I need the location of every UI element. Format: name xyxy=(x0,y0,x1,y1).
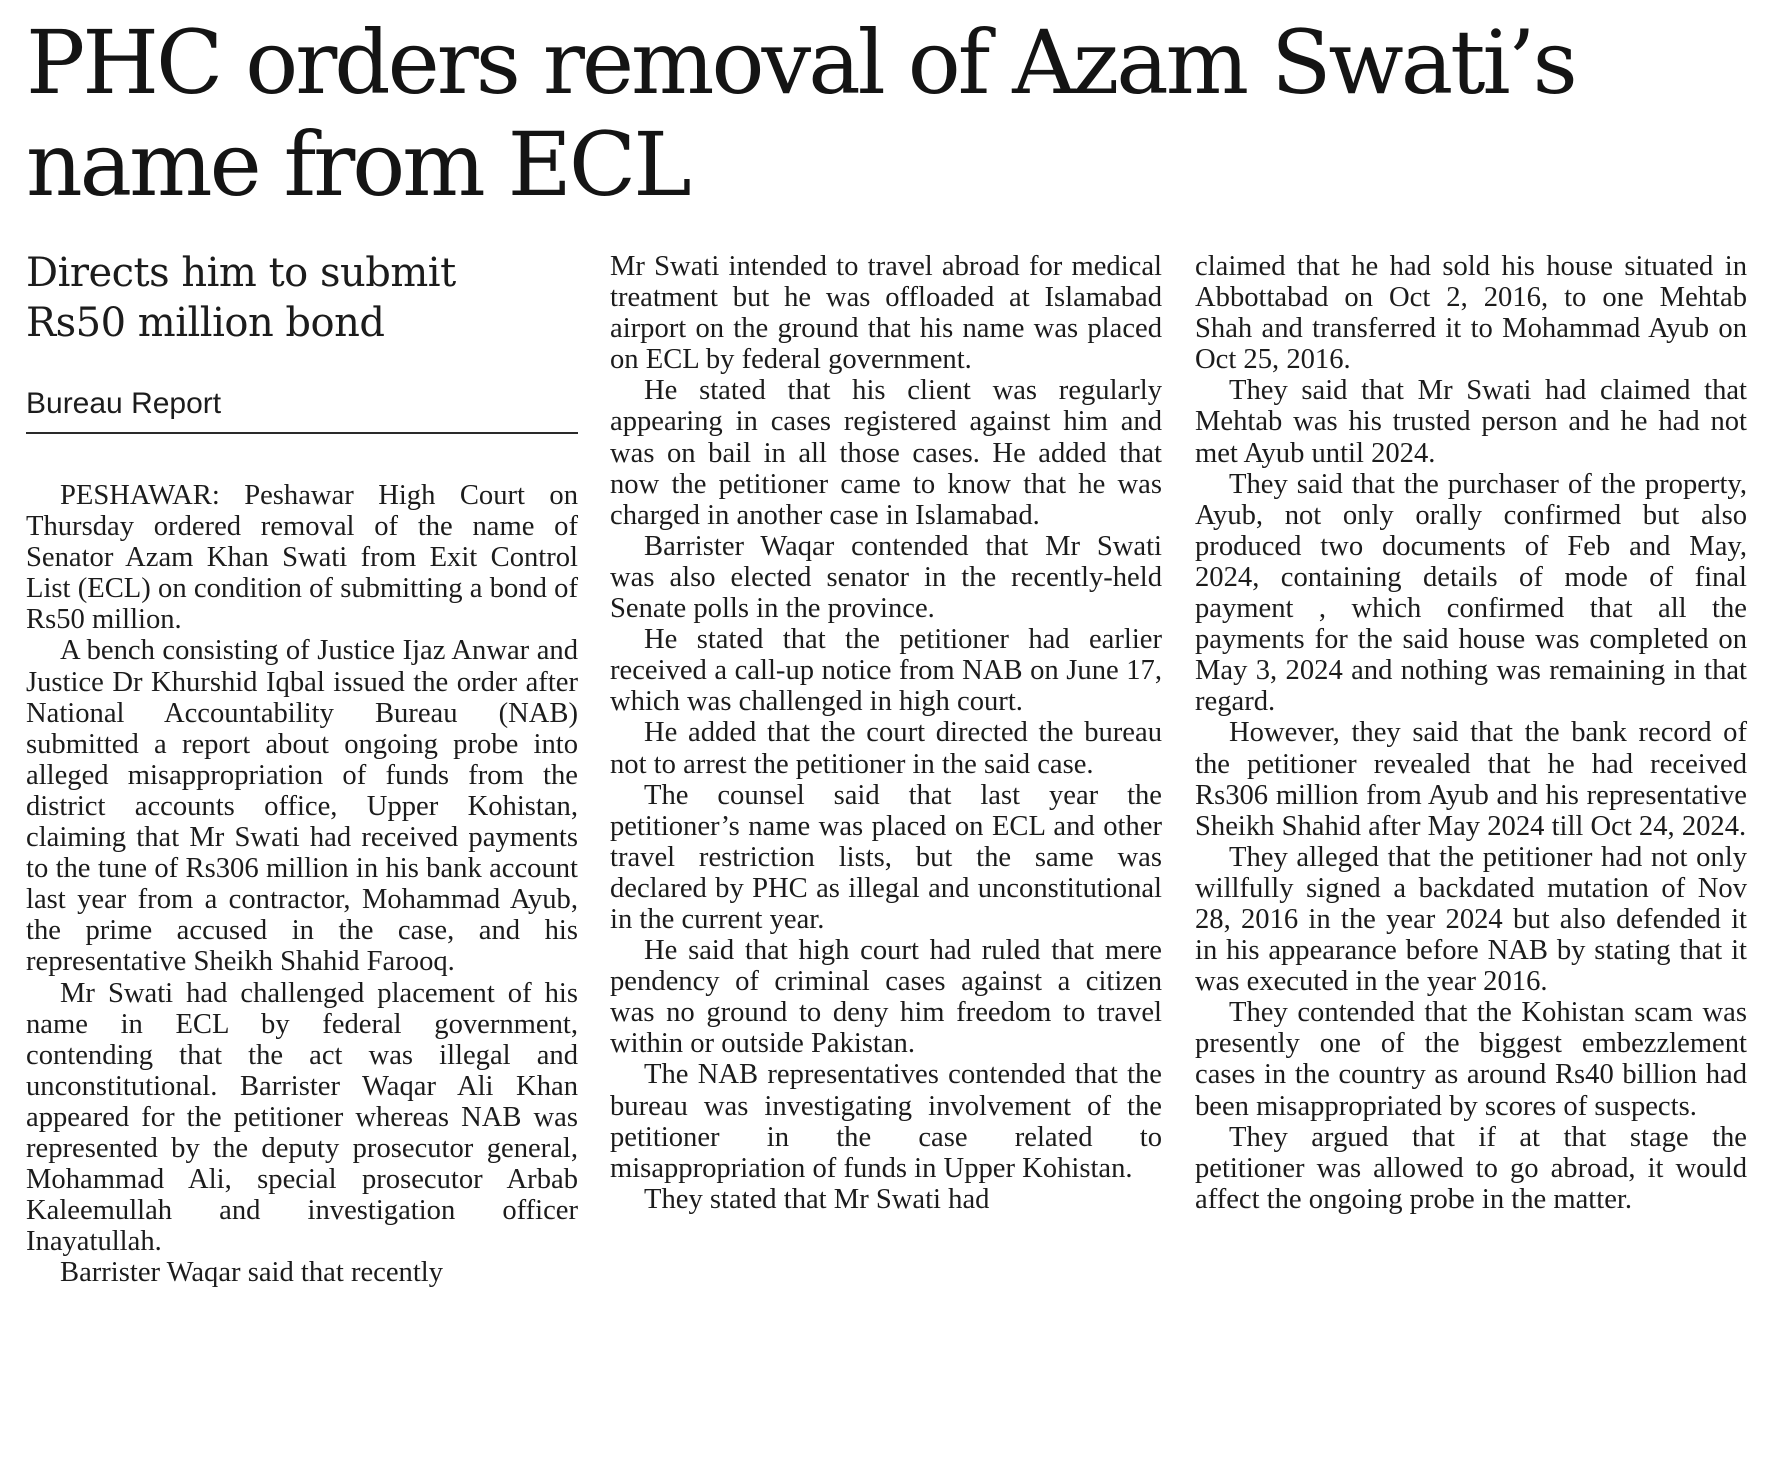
paragraph: Mr Swati had challenged placement of his name in ECL by federal government, contending that the act was illegal and unconstitutional. Barrister Waqar Ali Khan appeared for the petitioner whereas NAB was represented by the deputy prosecutor general, Mohammad Ali, special prosecutor Arbab Kaleemullah and investigation officer Inayatullah. xyxy=(26,977,578,1258)
paragraph: The NAB representatives contended that the bureau was investigating involvement of the petitioner in the case related to misappropriation of funds in Upper Kohistan. xyxy=(610,1059,1162,1184)
subheadline xyxy=(26,248,578,348)
paragraph: Barrister Waqar said that recently xyxy=(60,1257,444,1289)
subheadline-line-2: Rs50 million bond xyxy=(26,300,385,346)
paragraph: They argued that if at that stage the petitioner was allowed to go abroad, it would affect the ongoing probe in the matter. xyxy=(1195,1121,1747,1215)
paragraph: They contended that the Kohistan scam was presently one of the biggest embezzlement cases in the country as around Rs40 billion had been misappropriated by scores of suspects. xyxy=(1195,997,1747,1122)
paragraph: They said that the purchaser of the property, Ayub, not only orally confirmed but also produced two documents of Feb and May, 2024, containing details of mode of final payment , which confirmed that all the payments for the said house was completed on May 3, 2024 and nothing was remaining in that regard. xyxy=(1195,468,1747,718)
article-column-1 xyxy=(26,248,578,1288)
headline-line-1: PHC orders removal of Azam Swati’s xyxy=(26,11,1575,114)
paragraph: They stated that Mr Swati had xyxy=(644,1183,990,1215)
paragraph: Barrister Waqar contended that Mr Swati was also elected senator in the recently-held Senate polls in the province. xyxy=(610,530,1162,625)
paragraph: He added that the court directed the bureau not to arrest the petitioner in the said case. xyxy=(610,717,1162,780)
paragraph: A bench consisting of Justice Ijaz Anwar and Justice Dr Khurshid Iqbal issued the order after National Accountability Bureau (NAB) submitted a report about ongoing probe into alleged misappropriation of funds from the district accounts office, Upper Kohistan, claiming that Mr Swati had received payments to the tune of Rs306 million in his bank account last year from a contractor, Mohammad Ayub, the prime accused in the case, and his representative Sheikh Shahid Farooq. xyxy=(26,635,578,978)
paragraph: He stated that his client was regularly appearing in cases registered against him and was on bail in all those cases. He added that now the petitioner came to know that he was charged in another case in Islamabad. xyxy=(610,375,1162,531)
article-column-3 xyxy=(1195,251,1747,1215)
paragraph: He said that high court had ruled that mere pendency of criminal cases against a citizen was no ground to deny him freedom to travel within or outside Pakistan. xyxy=(610,935,1162,1060)
paragraph: claimed that he had sold his house situated in Abbottabad on Oct 2, 2016, to one Mehtab Shah and transferred it to Mohammad Ayub on Oct 25, 2016. xyxy=(1195,251,1747,376)
article-column-2 xyxy=(610,251,1162,1215)
paragraph: He stated that the petitioner had earlier received a call-up notice from NAB on June 17, which was challenged in high court. xyxy=(610,624,1162,718)
paragraph: The counsel said that last year the petitioner’s name was placed on ECL and other travel restriction lists, but the same was declared by PHC as illegal and unconstitutional in the current year. xyxy=(610,779,1162,935)
paragraph: They said that Mr Swati had claimed that Mehtab was his trusted person and he had not met Ayub until 2024. xyxy=(1195,375,1747,469)
paragraph: PESHAWAR: Peshawar High Court on Thursday ordered removal of the name of Senator Azam Khan Swati from Exit Control List (ECL) on condition of submitting a bond of Rs50 million. xyxy=(26,480,578,636)
headline-line-2: name from ECL xyxy=(26,113,689,216)
byline: Bureau Report xyxy=(26,386,578,434)
paragraph: Mr Swati intended to travel abroad for medical treatment but he was offloaded at Islamabad airport on the ground that his name was placed on ECL by federal government. xyxy=(610,251,1162,376)
subheadline-line-1: Directs him to submit xyxy=(26,250,456,296)
paragraph: They alleged that the petitioner had not only willfully signed a backdated mutation of Nov 28, 2016 in the year 2024 but also defended it in his appearance before NAB by stating that it was executed in the year 2016. xyxy=(1195,841,1747,998)
headline xyxy=(26,12,1746,216)
paragraph: However, they said that the bank record of the petitioner revealed that he had received Rs306 million from Ayub and his representative Sheikh Shahid after May 2024 till Oct 24, 2024. xyxy=(1195,717,1747,842)
